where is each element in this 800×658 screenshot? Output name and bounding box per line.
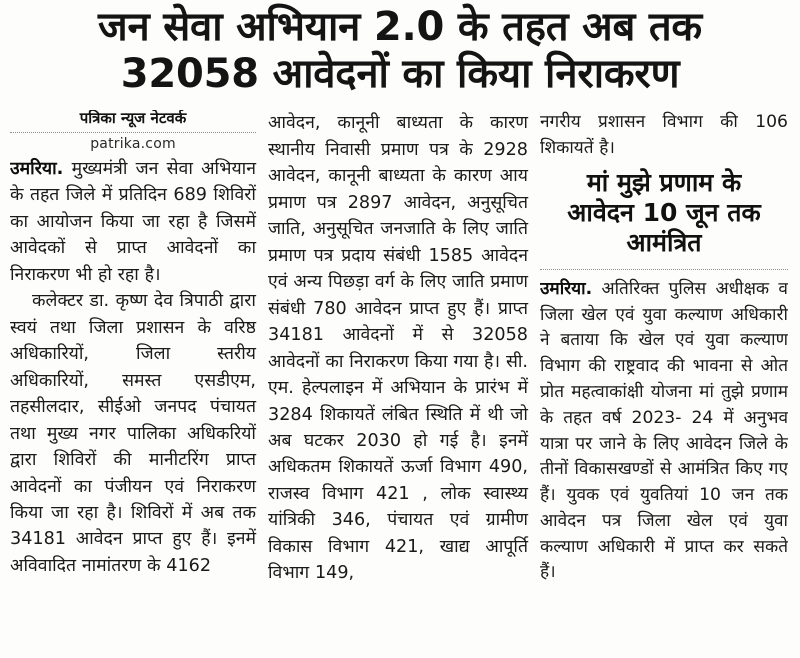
column-3-paragraph [540, 277, 788, 587]
column-1 [10, 110, 268, 622]
dateline-umaria: उमरिया. [10, 158, 64, 179]
byline-network: पत्रिका न्यूज नेटवर्क [79, 110, 187, 128]
column-1-paragraph-1 [10, 156, 256, 288]
column-1-paragraph-1-text: मुख्यमंत्री जन सेवा अभियान के तहत जिले में प्रतिदिन 689 शिविरों का आयोजन किया जा रहा है जिसमें आवेदकों से प्राप्त आवेदनों का निराकरण भी हो रहा है। [10, 158, 256, 285]
column-3 [540, 110, 788, 622]
column-2-paragraph: आवेदन, कानूनी बाध्यता के कारण स्थानीय निवासी प्रमाण पत्र के 2928 आवेदन, कानूनी बाध्यता के कारण आय प्रमाण पत्र 2897 आवेदन, अनुसूचित जाति, अनुसूचित जनजाति के लिए जाति प्रमाण पत्र प्रदाय संबंधी 1585 आवेदन एवं अन्य पिछड़ा वर्ग के लिए जाति प्रमाण संबंधी 780 आवेदन प्राप्त हुए हैं। प्राप्त 34181 आवेदनों में से 32058 आवेदनों का निराकरण किया गया है। सी. एम. हेल्पलाइन में अभियान के प्रारंभ में 3284 शिकायतें लंबित स्थिति में थी जो अब घटकर 2030 हो गई है। इनमें अधिकतम शिकायतें ऊर्जा विभाग 490, राजस्व विभाग 421 , लोक स्वास्थ्य यांत्रिकी 346, पंचायत एवं ग्रामीण विकास विभाग 421, खाद्य आपूर्ति विभाग 149, [268, 113, 528, 584]
byline-divider [10, 132, 256, 133]
page-title [10, 4, 790, 98]
sub-headline-divider [540, 269, 788, 270]
headline-line-1: जन सेवा अभियान 2.0 के तहत अब तक [98, 4, 702, 50]
column-3-continuation: नगरीय प्रशासन विभाग की 106 शिकायतें है। [540, 112, 788, 159]
article-columns [10, 110, 790, 622]
column-2 [268, 110, 540, 622]
sub-headline-line-1: मां मुझे प्रणाम के [586, 167, 742, 197]
column-1-paragraph-2: कलेक्टर डा. कृष्ण देव त्रिपाठी द्वारा स्वयं तथा जिला प्रशासन के वरिष्ठ अधिकारियों, जिला स्तरीय अधिकारियों, समस्त एसडीएम, तहसीलदार, सीईओ जनपद पंचायत तथा मुख्य नगर पालिका अधिकरियों द्वारा शिविरों की मानीटरिंग प्राप्त आवेदनों का पंजीयन एवं निराकरण किया जा रहा है। शिविरों में अब तक 34181 आवेदन प्राप्त हुए हैं। इनमें अविवादित नामांतरण के 4162 [10, 291, 256, 576]
headline-line-2: 32058 आवेदनों का किया निराकरण [120, 51, 680, 98]
dateline-umaria-secondary: उमरिया. [540, 278, 593, 299]
sub-headline [540, 168, 788, 259]
byline-website: patrika.com [90, 135, 176, 152]
column-3-paragraph-text: अतिरिक्त पुलिस अधीक्षक व जिला खेल एवं युवा कल्याण अधिकारी ने बताया कि खेल एवं युवा कल्याण विभाग की राष्ट्रवाद की भावना से ओत प्रोत महत्वाकांक्षी योजना मां तुझे प्रणाम के तहत वर्ष 2023- 24 में अनुभव यात्रा पर जाने के लिए आवेदन जिले के तीनों विकासखण्डों से आमंत्रित किए गए हैं। युवक एवं युवतियां 10 जन तक आवेदन पत्र जिला खेल एवं युवा कल्याण अधिकारी में प्राप्त कर सकते हैं। [540, 278, 788, 583]
sub-headline-line-2: आवेदन 10 जून तक [567, 198, 761, 228]
sub-headline-line-3: आमंत्रित [626, 228, 702, 258]
